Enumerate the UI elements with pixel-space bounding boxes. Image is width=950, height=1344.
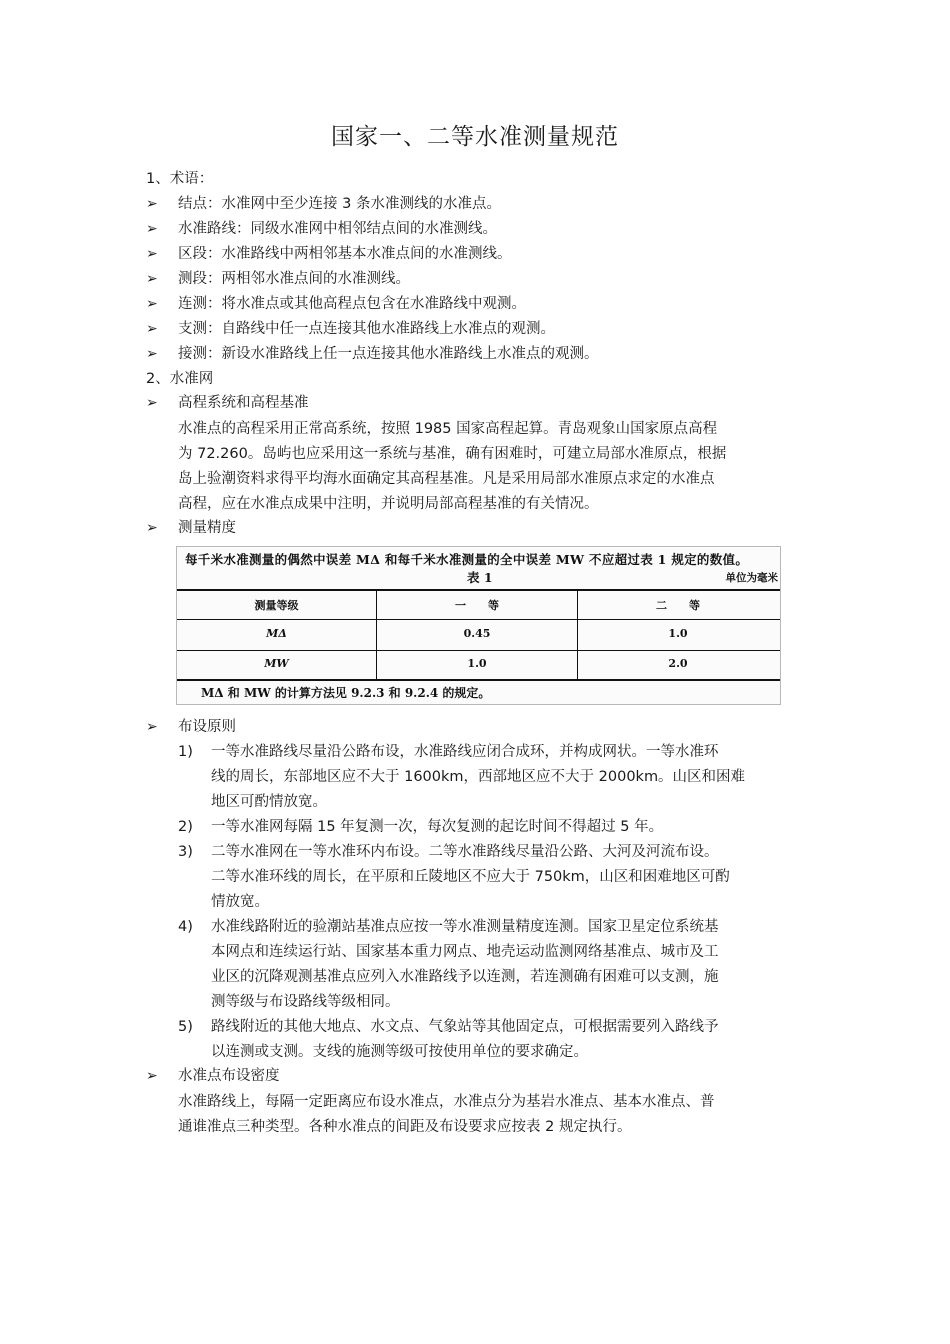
paragraph-line: 高程，应在水准点成果中注明，并说明局部高程基准的有关情况。: [178, 496, 599, 512]
term-item: 支测：自路线中任一点连接其他水准路线上水准点的观测。: [178, 321, 555, 337]
list-item-line: 情放宽。: [211, 894, 269, 910]
table-header-cell: 二 等: [656, 599, 700, 612]
table-header-rule: [177, 619, 780, 620]
bullet-arrow-icon: ➢: [146, 246, 158, 262]
table-cell: 1.0: [467, 657, 487, 670]
list-number: 3): [178, 844, 193, 860]
list-item-line: 地区可酌情放宽。: [211, 794, 327, 810]
precision-table-image: [176, 546, 781, 705]
list-item-line: 一等水准路线尽量沿公路布设，水准路线应闭合成环，并构成网状。一等水准环: [211, 744, 719, 760]
table-top-rule: [177, 589, 780, 591]
paragraph-line: 为 72.260。岛屿也应采用这一系统与基准，确有困难时，可建立局部水准原点，根据: [178, 446, 727, 462]
paragraph-line: 水准路线上，每隔一定距离应布设水准点，水准点分为基岩水准点、基本水准点、普: [178, 1094, 715, 1110]
table-unit: 单位为毫米: [725, 572, 778, 584]
bullet-arrow-icon: ➢: [146, 321, 158, 337]
table-cell: MW: [264, 657, 289, 670]
paragraph-line: 岛上验潮资料求得平均海水面确定其高程基准。凡是采用局部水准原点求定的水准点: [178, 471, 715, 487]
bullet-arrow-icon: ➢: [146, 719, 158, 735]
list-item-line: 线的周长，东部地区应不大于 1600km，西部地区应不大于 2000km。山区和困难: [211, 769, 746, 785]
subheading-principles: 布设原则: [178, 719, 236, 735]
list-item-line: 路线附近的其他大地点、水文点、气象站等其他固定点，可根据需要列入路线予: [211, 1019, 719, 1035]
list-item-line: 业区的沉降观测基准点应列入水准路线予以连测，若连测确有困难可以支测，施: [211, 969, 719, 985]
term-item: 接测：新设水准路线上任一点连接其他水准路线上水准点的观测。: [178, 346, 599, 362]
bullet-arrow-icon: ➢: [146, 196, 158, 212]
subheading-elevation: 高程系统和高程基准: [178, 395, 309, 411]
section-heading-terms: 1、术语：: [146, 171, 214, 187]
bullet-arrow-icon: ➢: [146, 221, 158, 237]
term-item: 结点：水准网中至少连接 3 条水准测线的水准点。: [178, 196, 501, 212]
bullet-arrow-icon: ➢: [146, 395, 158, 411]
paragraph-line: 水准点的高程采用正常高系统，按照 1985 国家高程起算。青岛观象山国家原点高程: [178, 421, 718, 437]
table-header-cell: 一 等: [455, 599, 499, 612]
list-item-line: 一等水准网每隔 15 年复测一次，每次复测的起讫时间不得超过 5 年。: [211, 819, 664, 835]
page-title: 国家一、二等水准测量规范: [331, 124, 619, 150]
list-item-line: 本网点和连续运行站、国家基本重力网点、地壳运动监测网络基准点、城市及工: [211, 944, 719, 960]
term-item: 连测：将水准点或其他高程点包含在水准路线中观测。: [178, 296, 526, 312]
list-item-line: 水准线路附近的验潮站基准点应按一等水准测量精度连测。国家卫星定位系统基: [211, 919, 719, 935]
table-cell: 0.45: [463, 627, 491, 640]
table-cell: MΔ: [266, 627, 287, 640]
term-item: 测段：两相邻水准点间的水准测线。: [178, 271, 410, 287]
term-item: 区段：水准路线中两相邻基本水准点间的水准测线。: [178, 246, 512, 262]
list-item-line: 二等水准环线的周长，在平原和丘陵地区不应大于 750km，山区和困难地区可酌: [211, 869, 730, 885]
table-row-rule: [177, 650, 780, 651]
subheading-density: 水准点布设密度: [178, 1068, 280, 1084]
section-heading-network: 2、水准网: [146, 371, 214, 387]
list-number: 5): [178, 1019, 193, 1035]
table-note: MΔ 和 MW 的计算方法见 9.2.3 和 9.2.4 的规定。: [201, 686, 491, 700]
table-header-cell: 测量等级: [254, 599, 299, 612]
list-number: 2): [178, 819, 193, 835]
bullet-arrow-icon: ➢: [146, 296, 158, 312]
bullet-arrow-icon: ➢: [146, 520, 158, 536]
table-name: 表 1: [467, 570, 493, 585]
list-number: 4): [178, 919, 193, 935]
bullet-arrow-icon: ➢: [146, 346, 158, 362]
bullet-arrow-icon: ➢: [146, 271, 158, 287]
bullet-arrow-icon: ➢: [146, 1068, 158, 1084]
list-item-line: 二等水准网在一等水准环内布设。二等水准路线尽量沿公路、大河及河流布设。: [211, 844, 719, 860]
table-cell: 2.0: [668, 657, 688, 670]
term-item: 水准路线：同级水准网中相邻结点间的水准测线。: [178, 221, 497, 237]
paragraph-line: 通谁准点三种类型。各种水准点的间距及布设要求应按表 2 规定执行。: [178, 1119, 632, 1135]
subheading-precision: 测量精度: [178, 520, 236, 536]
table-caption: 每千米水准测量的偶然中误差 MΔ 和每千米水准测量的全中误差 MW 不应超过表 1 规定的数值。: [185, 552, 749, 567]
list-item-line: 以连测或支测。支线的施测等级可按使用单位的要求确定。: [211, 1044, 588, 1060]
list-number: 1): [178, 744, 193, 760]
table-bottom-rule: [177, 679, 780, 681]
table-cell: 1.0: [668, 627, 688, 640]
list-item-line: 测等级与布设路线等级相同。: [211, 994, 400, 1010]
